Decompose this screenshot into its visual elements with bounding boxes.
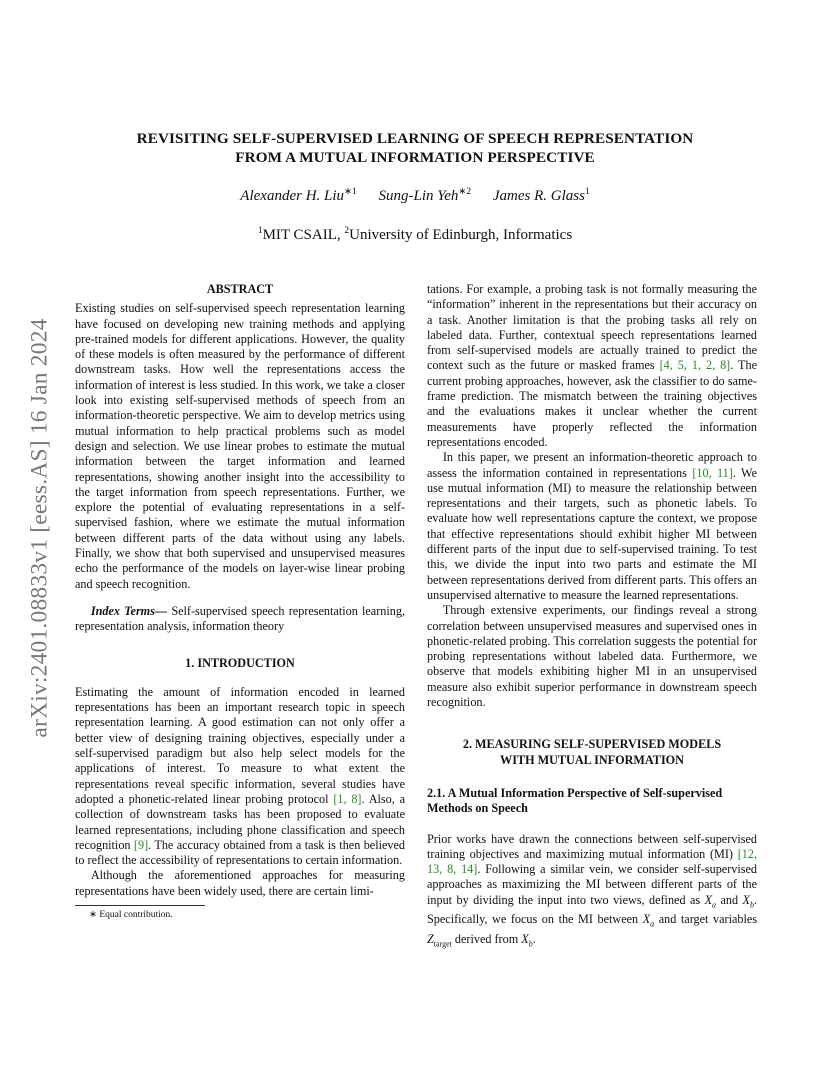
footnote-rule (75, 905, 205, 906)
body-paragraph-3: Through extensive experiments, our findings reveal a strong correlation between unsupervised measures and supervised ones in phonetic-related probing. This correlation suggests the potential for probing representations without labeled data. Furthermore, we observe that models exhibiting higher MI in an unsupervised measure also exhibit superior performance in downstream speech recognition. (427, 603, 757, 710)
subsection-2-1-heading: 2.1. A Mutual Information Perspective of Self-supervised Methods on Speech (427, 785, 723, 816)
arxiv-sidebar (22, 285, 58, 770)
footnote: ∗ Equal contribution. (89, 909, 173, 920)
left-column (75, 282, 405, 921)
abstract-text: Existing studies on self-supervised speech representation learning have focused on developing new training methods and applying pre-trained models for different applications. However, the quality of these models is often measured by the performance of different downstream tasks. How well the representations access the information of interest is less studied. In this work, we take a closer look into existing self-supervised methods of speech from an information-theoretic perspective. We aim to develop metrics using mutual information to help practical problems such as model design and selection. We use linear probes to estimate the mutual information between the target information and learned representations, showing another insight into the accessibility to the target information from speech representations. Further, we explore the potential of evaluating representations in a self-supervised fashion, where we estimate the mutual information between different parts of the data without using any labels. Finally, we show that both supervised and unsupervised measures echo the performance of the models on layer-wise linear probing and speech recognition. (75, 301, 405, 591)
author-list (80, 186, 750, 205)
body-paragraph-2: In this paper, we present an information-theoretic approach to assess the information contained in representations [10, 11]. We use mutual information (MI) to measure the relationship between representations and their targets, such as phonetic labels. To evaluate how well representations capture the context, we propose that effective representations should exhibit higher MI between different parts of the input due to self-supervised training. To test this, we divide the input into two parts and estimate the MI between representations derived from different parts. This offers an unsupervised alternative to measure the learned representations. (427, 450, 757, 602)
intro-paragraph-1: Estimating the amount of information encoded in learned representations has been an important research topic in speech representation learning. A good estimation can not only offer a better view of designing training objectives, especially under a self-supervised paradigm but also help select models for the applications of interest. To measure to what extent the representations reveal specific information, several studies have adopted a phonetic-related linear probing protocol [1, 8]. Also, a collection of downstream tasks has been proposed to evaluate learned representations, including phone classification and speech recognition [9]. The accuracy obtained from a task is then believed to reflect the accessibility of representations to certain information. (75, 684, 405, 868)
right-column (427, 282, 757, 952)
paper-title: REVISITING SELF-SUPERVISED LEARNING OF SPEECH REPRESENTATION FROM A MUTUAL INFORMATION PERSPECTIVE (136, 130, 694, 166)
body-paragraph-4: Prior works have drawn the connections between self-supervised training objectives and maximizing mutual information (MI) [12, 13, 8, 14]. Following a similar vein, we consider self-supervised approaches as maximizing the MI between different parts of the input by dividing the input into two views, defined as $X_a$ and $X_b$. Specifically, we focus on the MI between $X_a$ and target variables $Z_{target}$ derived from $X_b$. (427, 831, 757, 949)
author: Sung-Lin Yeh$^{∗2}$ (378, 187, 472, 204)
index-terms: Index Terms— Self-supervised speech representation learning, representation analysis, information theory (75, 603, 405, 634)
intro-paragraph-2: Although the aforementioned approaches for measuring representations have been widely used, there are certain limi- (75, 868, 405, 898)
affiliations: $^1$MIT CSAIL, $^2$University of Edinburgh, Informatics (257, 226, 573, 243)
arxiv-id: arXiv:2401.08833v1 [eess.AS] 16 Jan 2024 (26, 317, 53, 738)
author: Alexander H. Liu$^{∗1}$ (240, 187, 357, 204)
abstract-heading: ABSTRACT (206, 282, 274, 296)
body-paragraph-1: tations. For example, a probing task is not formally measuring the “information” inherent in the representations but their accuracy on a task. Another limitation is that the probing tasks all rely on labeled data. Further, contextual speech representations learned from self-supervised models are actually trained to predict the context such as the future or masked frames [4, 5, 1, 2, 8]. The current probing approaches, however, ask the classifier to do same-frame prediction. The mismatch between the training objectives and the evaluations makes it unclear whether the current measurements have properly reflected the information representations encoded. (427, 282, 757, 449)
author: James R. Glass$^1$ (492, 187, 590, 204)
section-2-heading: 2. MEASURING SELF-SUPERVISED MODELS WITH MUTUAL INFORMATION (462, 737, 722, 767)
section-1-heading: 1. INTRODUCTION (185, 655, 295, 670)
